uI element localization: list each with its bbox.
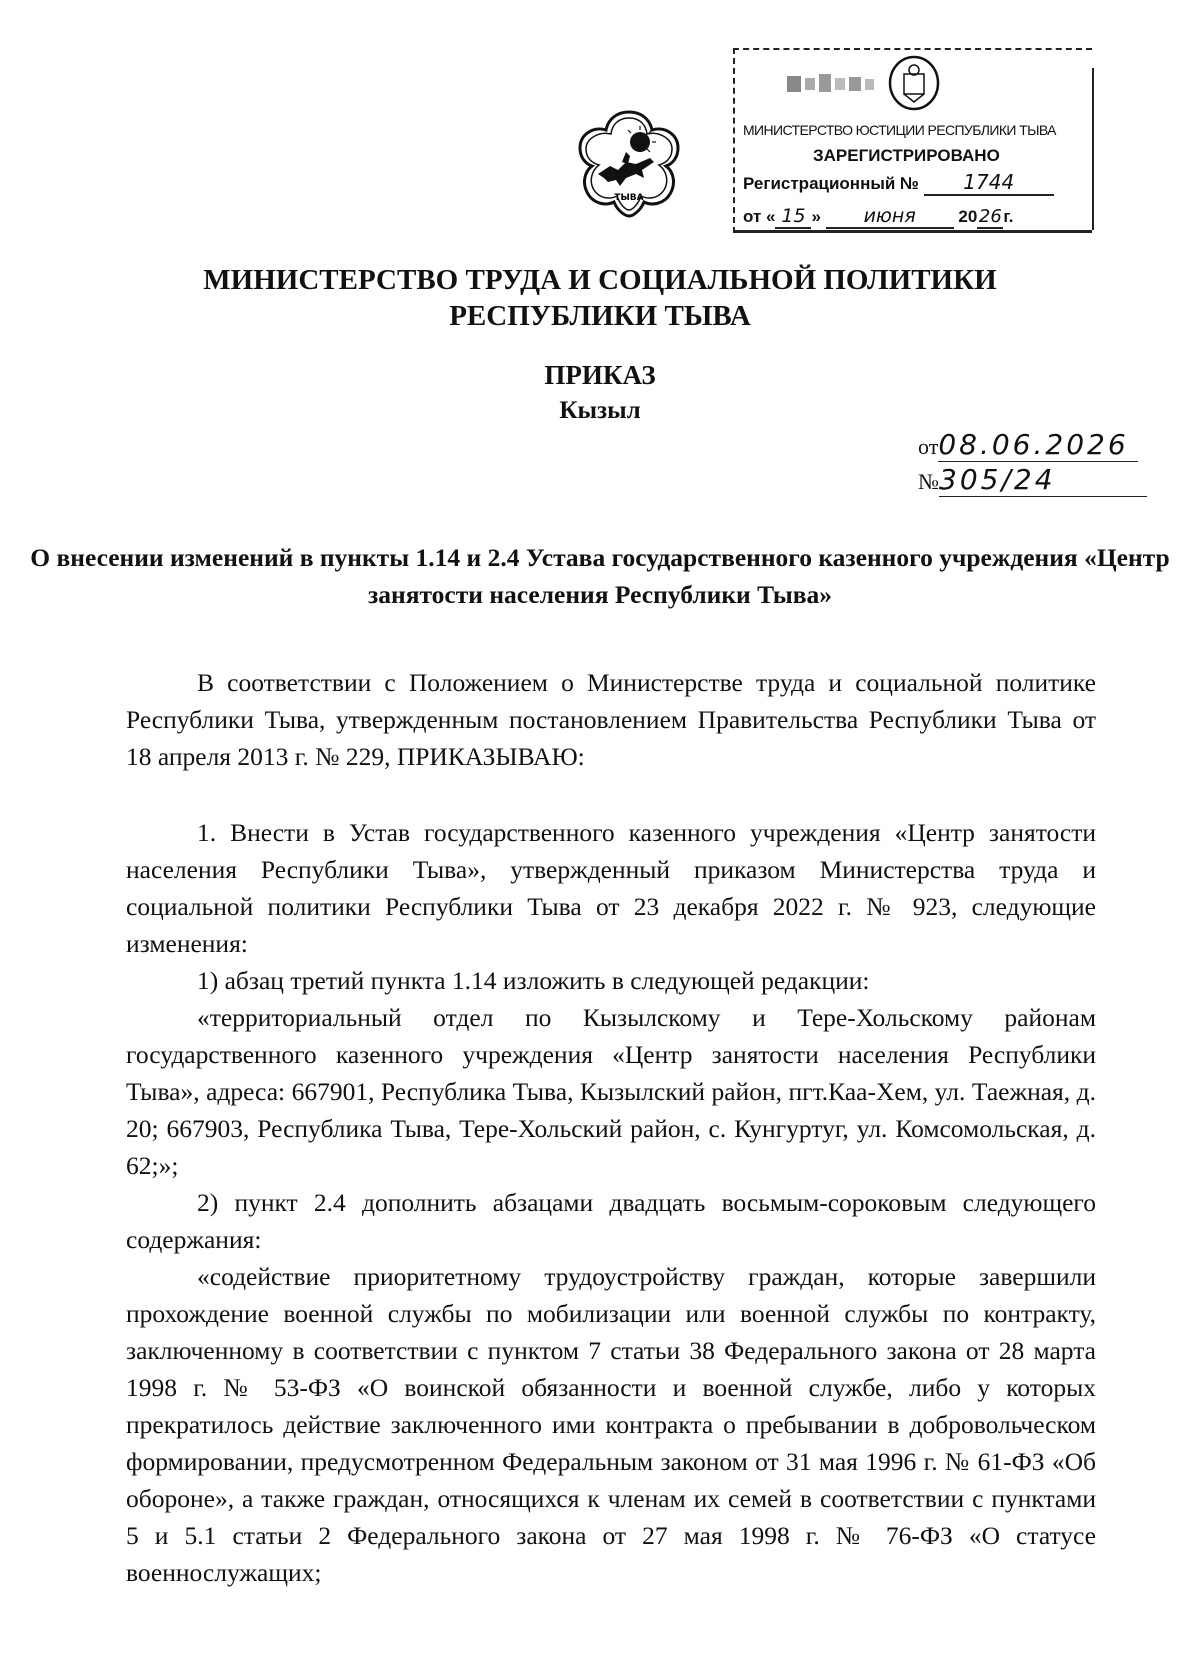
intro-paragraph: В соответствии с Положением о Министерстве труда и социальной политике Республики Тыва, утвержденным постановлением Правительства Республики Тыва от 18 апреля 2013 г. № 229, ПРИКАЗЫВАЮ:: [126, 668, 1096, 771]
ministry-name-line1: МИНИСТЕРСТВО ТРУДА И СОЦИАЛЬНОЙ ПОЛИТИКИ: [203, 264, 997, 296]
stamp-date-sep: »: [811, 207, 821, 226]
sub2-paragraph: 2) пункт 2.4 дополнить абзацами двадцать восьмым-сороковым следующего содержания:: [126, 1188, 1096, 1254]
emblem-label: ТЫВА: [614, 193, 644, 203]
order-number-value: 305/24: [939, 463, 1147, 497]
sub1-paragraph: 1) абзац третий пункта 1.14 изложить в следующей редакции:: [197, 966, 870, 995]
tyva-emblem-icon: [570, 108, 688, 218]
stamp-status: ЗАРЕГИСТРИРОВАНО: [813, 146, 1000, 165]
item1-paragraph: 1. Внести в Устав государственного казенного учреждения «Центр занятости населения Республики Тыва», утвержденный приказом Министерства труда и социальной политики Республики Тыва от 23 декабря 2022 г. № 923, следующие изменения:: [126, 818, 1096, 958]
stamp-reg-number: 1744: [924, 170, 1054, 196]
document-title: О внесении изменений в пункты 1.14 и 2.4 Устава государственного казенного учреждения «Центр занятости населения Республики Тыва»: [30, 543, 1170, 609]
stamp-registration-line: [743, 170, 1054, 196]
stamp-date-year-end: г.: [1003, 207, 1014, 226]
registration-stamp: [733, 48, 1092, 233]
stamp-date-from: от «: [743, 207, 776, 226]
quote2-paragraph: «содействие приоритетному трудоустройству граждан, которые завершили прохождение военной службы по мобилизации или военной службы по контракту, заключенному в соответствии с пунктом 7 статьи 38 Федерального закона от 28 марта 1998 г. № 53-ФЗ «О воинской обязанности и военной службе, либо у которых прекратилось действие заключенного ими контракта о пребывании в добровольческом формировании, предусмотренном Федеральным законом от 31 мая 1996 г. № 61-ФЗ «Об обороне», а также граждан, относящихся к членам их семей в соответствии с пунктами 5 и 5.1 статьи 2 Федерального закона от 27 мая 1998 г. № 76-ФЗ «О статусе военнослужащих;: [126, 1262, 1096, 1587]
stamp-date-year-suffix: 26: [978, 206, 1002, 227]
order-date-value: 08.06.2026: [938, 428, 1138, 462]
document-type: ПРИКАЗ: [544, 360, 656, 390]
order-number-label: №: [918, 469, 939, 494]
quote1-paragraph: «территориальный отдел по Кызылскому и Тере-Хольскому районам государственного казенного учреждения «Центр занятости населения Республики Тыва», адреса: 667901, Республика Тыва, Кызылский район, пгт.Каа-Хем, ул. Таежная, д. 20; 667903, Республика Тыва, Тере-Хольский район, с. Кунгуртуг, ул. Комсомольская, д. 62;»;: [126, 1003, 1096, 1180]
ministry-name-line2: РЕСПУБЛИКИ ТЫВА: [449, 300, 751, 332]
body-intro: [126, 664, 1096, 775]
body-items: [126, 814, 1096, 1591]
order-date-line: [918, 428, 1138, 462]
stamp-date-day: 15: [775, 205, 811, 229]
order-number-line: [918, 463, 1147, 497]
stamp-ministry: МИНИСТЕРСТВО ЮСТИЦИИ РЕСПУБЛИКИ ТЫВА: [743, 122, 1056, 138]
stamp-date-month: июня: [826, 205, 954, 229]
stamp-date-year-prefix: 20: [958, 207, 978, 226]
stamp-date-line: [743, 205, 1013, 229]
stamp-emblem-icon: [887, 54, 941, 112]
order-date-label: от: [918, 434, 939, 459]
document-city: Кызыл: [559, 397, 641, 424]
stamp-reg-label: Регистрационный №: [743, 174, 919, 193]
